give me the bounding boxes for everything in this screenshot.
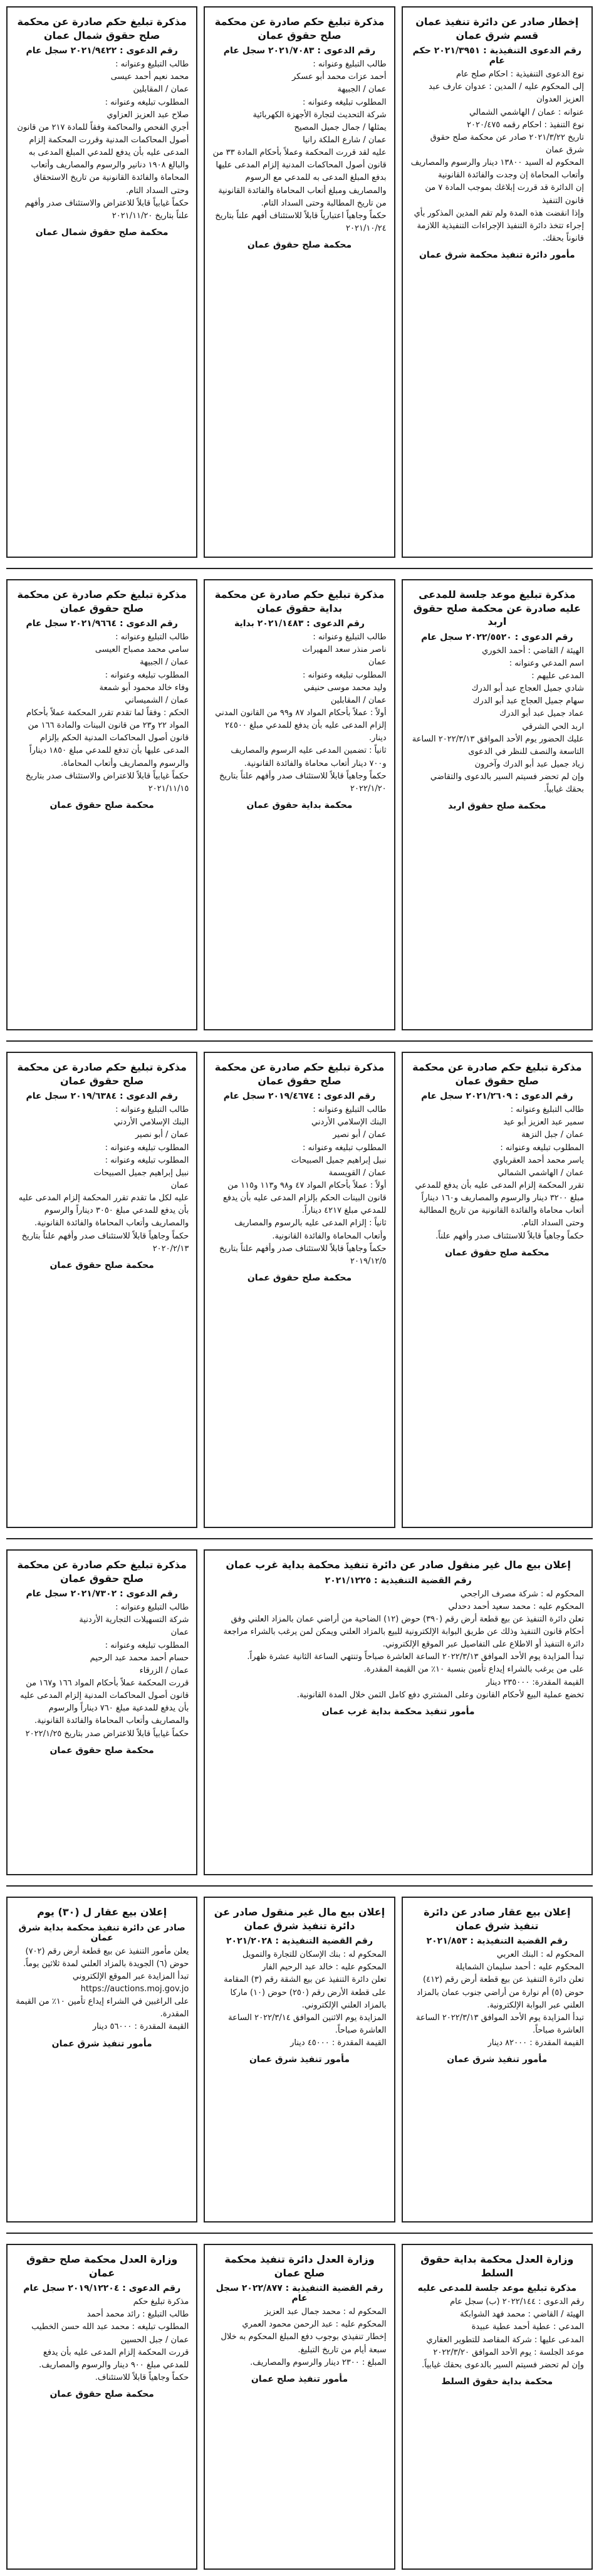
notice-title: مذكرة تبليغ حكم صادرة عن محكمة صلح حقوق عمان (214, 1061, 385, 1087)
notice-footer: محكمة صلح حقوق عمان (247, 240, 352, 251)
notice-title: إعلان بيع عقار ل (٣٠) يوم (37, 1906, 167, 1918)
row-divider (6, 1538, 593, 1539)
notice-ref: رقم الدعوى : ٢٠٢١/٧٣٠٢ سجل عام (26, 1589, 178, 1600)
notice-title: مذكرة تبليغ موعد جلسة للمدعى عليه صادرة عن محكمة صلح حقوق اربد (413, 589, 581, 628)
notice-footer: محكمة صلح حقوق عمان (445, 1247, 550, 1258)
notice-ref: رقم الدعوى : ٢٠٢١/٩٦٦٤ سجل عام (26, 619, 178, 629)
notice-body: طالب التبليغ وعنوانه : ناصر منذر سعد المهيرات عمان المطلوب تبليغه وعنوانه : وليد محمد موسى حنيفي عمان / المقابلين أولاً : عملاً بأحكام المواد ٨٧ و٩٩ من القانون المدني إلزام المدعى عليه بأن يدفع للمدعي مبلغ ٢٤٥٠٠ دينار. ثانياً : تضمين المدعى عليه الرسوم والمصاريف و٧٠٠ دينار أتعاب محاماة والفائدة القانونية. حكماً وجاهياً قابلاً للاستئناف صدر وأفهم علناً بتاريخ ٢٠٢٢/١/٢٠ (215, 632, 387, 793)
notice-body: نوع الدعوى التنفيذية : احكام صلح عام إلى المحكوم عليه / المدين : عدوان عارف عبد العزيز العدوان عنوانه : عمان / الهاشمي الشمالي نوع التنفيذ : احكام رقمه ٢٠٢٠/٤٧٥ تاريخ ٢٠٢١/٣/٢٢ صادر عن محكمة صلح حقوق شرق عمان المحكوم له السيد ١٣٨٠٠ دينار والرسوم والمصاريف وأتعاب المحاماة إن وجدت والفائدة القانونية إن الدائرة قد قررت إبلاغك بموجب المادة ٧ من قانون التنفيذ وإذا انقضت هذه المدة ولم تقم المدين المذكور بأي إجراء تتخذ دائرة التنفيذ الإجراءات التنفيذية اللازمة قانوناً بحقك. (410, 70, 584, 244)
notice-footer: محكمة بداية حقوق عمان (246, 800, 353, 811)
notice-ministry-justice-salt (402, 2244, 593, 2570)
notice-ministry-justice-execution (204, 2244, 395, 2570)
notice-hearing-irbid (402, 579, 593, 1030)
notice-judgment-amman-civil (204, 6, 395, 558)
notice-title: مذكرة تبليغ حكم صادرة عن محكمة صلح حقوق عمان (17, 1061, 187, 1087)
notice-title: وزارة العدل محكمة صلح حقوق عمان (26, 2253, 178, 2279)
notice-property-sale-east-amman-2 (204, 1897, 395, 2223)
notice-body: طالب التبليغ وعنوانه : سمير عبد العزيز أبو عيد عمان / جبل النزهة المطلوب تبليغه وعنوانه : ياسر محمد أحمد العقرباوي عمان / الهاشمي الشمالي تقرر المحكمة إلزام المدعى عليه بأن يدفع للمدعي مبلغ ٣٢٠٠ دينار والرسوم والمصاريف و١٦٠ ديناراً أتعاب محاماة والفائدة القانونية من تاريخ المطالبة وحتى السداد التام. حكماً وجاهياً قابلاً للاستئناف صدر وأفهم علناً. (415, 1105, 584, 1241)
notice-footer: مأمور دائرة تنفيذ محكمة شرق عمان (419, 250, 575, 261)
notice-ref: رقم الدعوى : ٢٠١٩/٤٦٧٤ سجل عام (223, 1091, 376, 1102)
notice-title: مذكرة تبليغ حكم صادرة عن محكمة صلح حقوق عمان (214, 16, 385, 41)
notice-title: إعلان بيع مال غير منقول صادر عن دائرة تنفيذ شرق عمان (214, 1906, 385, 1932)
notice-body: مذكرة تبليغ حكم طالب التبليغ : رائد محمد أحمد المطلوب تبليغه : محمد عبد الله حسن الخطيب عمان / جبل الحسين قررت المحكمة إلزام المدعى عليه بأن يدفع للمدعي مبلغ ٩٠٠ دينار والرسوم والمصاريف. حكماً وجاهياً قابلاً للاستئناف. (31, 2297, 189, 2383)
notice-title: وزارة العدل محكمة بداية حقوق السلط (420, 2253, 574, 2279)
notice-property-sale-west-amman (204, 1549, 593, 1875)
notice-footer: محكمة صلح حقوق عمان (49, 1745, 154, 1756)
notice-judgment-islamic-bank-2 (6, 1052, 197, 1528)
row-divider (6, 2233, 593, 2234)
notice-title: إخطار صادر عن دائرة تنفيذ عمان قسم شرق عمان (415, 16, 579, 41)
notice-footer: محكمة صلح حقوق عمان (49, 2389, 154, 2400)
notice-execution-east-amman (402, 6, 593, 558)
notice-judgment-amman-civil-4 (6, 1549, 197, 1875)
notice-ref: صادر عن دائرة تنفيذ محكمة بداية شرق عمان (18, 1922, 185, 1943)
notice-title: مذكرة تبليغ حكم صادرة عن محكمة بداية حقوق عمان (214, 589, 385, 614)
notice-ref: رقم الدعوى : ٢٠٢١/١٤٨٣ بداية (234, 619, 365, 629)
notice-judgment-amman-civil-3 (402, 1052, 593, 1528)
notice-footer: محكمة صلح حقوق عمان (49, 800, 154, 811)
notice-body: طالب التبليغ وعنوانه : محمد نعيم أحمد عيسى عمان / المقابلين المطلوب تبليغه وعنوانه : صلاح عبد العزيز العزاوي أجري الفحص والمحاكمة وفقاً للمادة ٢١٧ من قانون أصول المحاكمات المدنية وقررت المحكمة إلزام المدعى عليه بأن يدفع للمدعي المبلغ المدعى به والبالغ ١٩٠٨ دنانير والرسوم والمصاريف وأتعاب المحاماة والفائدة القانونية من تاريخ الاستحقاق وحتى السداد التام. حكماً غيابياً قابلاً للاعتراض والاستئناف صدر وأفهم علناً بتاريخ ٢٠٢١/١١/٢٠ (17, 60, 189, 221)
notice-title: مذكرة تبليغ حكم صادرة عن محكمة صلح حقوق عمان (17, 589, 187, 614)
notice-property-sale-30-days (6, 1897, 197, 2223)
notice-footer: محكمة صلح حقوق شمال عمان (35, 228, 169, 238)
notice-ref: رقم القضية التنفيذية : ٢٠٢١/١٢٢٥ (325, 1575, 472, 1586)
notice-title: وزارة العدل دائرة تنفيذ محكمة صلح عمان (224, 2253, 375, 2279)
notice-ref: رقم الدعوى : ٢٠٢١/٧٠٨٣ سجل عام (223, 46, 376, 56)
notice-body: رقم الدعوى : ٢٠٢٢/١٤٤ (ب) سجل عام الهيئة / القاضي : محمد فهد الشوابكة المدعي : عطية أحمد عطية عبيدة المدعى عليها : شركة المقاصد للتطوير العقاري موعد الجلسة : يوم الأحد الموافق ٢٠٢٢/٣/٢٠ وإن لم تحضر فسيتم السير بالدعوى بحقك غيابياً. (422, 2297, 584, 2370)
notice-title: إعلان بيع مال غير منقول صادر عن دائرة تنفيذ محكمة بداية غرب عمان (226, 1559, 571, 1571)
notice-body: المحكوم له : محمد جمال عبد العزيز المحكوم عليه : عبد الرحمن محمود العمري إخطار تنفيذي بوجوب دفع المبلغ المحكوم به خلال سبعة أيام من تاريخ التبليغ. المبلغ : ٢٣٠٠ دينار والرسوم والمصاريف. (221, 2307, 387, 2367)
notice-footer: محكمة صلح حقوق عمان (49, 1260, 154, 1270)
notice-body: طالب التبليغ وعنوانه : البنك الإسلامي الأردني عمان / أبو نصير المطلوب تبليغه وعنوانه : نبيل إبراهيم جميل الصبيحات عمان / القويسمة أولاً : عملاً بأحكام المواد ٤٧ و٩٨ و١١٣ و١١٥ من قانون البينات الحكم بإلزام المدعى عليه بأن يدفع للمدعي مبلغ ٤٢١٧ ديناراً. ثانياً : إلزام المدعى عليه بالرسوم والمصاريف وأتعاب المحاماة والفائدة القانونية. حكماً وجاهياً قابلاً للاستئناف صدر وأفهم علناً بتاريخ ٢٠١٩/١٢/٥ (219, 1105, 387, 1266)
notice-footer: مأمور تنفيذ شرق عمان (51, 2038, 152, 2049)
notice-ref: رقم الدعوى : ٢٠١٩/١٢٢٠٤ سجل عام (23, 2283, 181, 2294)
notice-ref: مذكرة تبليغ موعد جلسة للمدعى عليه (417, 2283, 577, 2294)
notice-footer: مأمور تنفيذ شرق عمان (249, 2055, 350, 2065)
row-divider (6, 1885, 593, 1887)
notice-body: طالب التبليغ وعنوانه : البنك الإسلامي الأردني عمان / أبو نصير المطلوب تبليغه وعنوانه : المطلوب تبليغه وعنوانه : نبيل إبراهيم جميل الصبيحات عمان عليه لكل ما تقدم تقرر المحكمة إلزام المدعى عليه بأن يدفع للمدعي مبلغ ٣٠٥٠ ديناراً والرسوم والمصاريف وأتعاب المحاماة والفائدة القانونية. حكماً وجاهياً قابلاً للاستئناف صدر وأفهم علناً بتاريخ ٢٠٢٠/٢/١٣ (18, 1105, 189, 1254)
notice-ministry-justice-amman-civil (6, 2244, 197, 2570)
notice-ref: رقم الدعوى : ٢٠٢١/٩٤٢٢ سجل عام (26, 46, 178, 56)
notice-footer: محكمة صلح حقوق عمان (247, 1273, 352, 1284)
row-divider (6, 568, 593, 569)
notice-ref: رقم الدعوى : ٢٠١٩/٦٣٨٤ سجل عام (26, 1091, 178, 1102)
notice-body: طالب التبليغ وعنوانه : أحمد عزات محمد أبو عسكر عمان / الجبيهة المطلوب تبليغه وعنوانه : شركة التحديث لتجارة الأجهزة الكهربائية يمثلها / جمال جميل المصيح عمان / شارع الملكة رانيا عليه لقد قررت المحكمة وعملاً بأحكام المادة ٣٣ من قانون أصول المحاكمات المدنية إلزام المدعى عليها بدفع المبلغ المدعى به للمدعي مع الرسوم والمصاريف ومبلغ أتعاب المحاماة والفائدة القانونية من تاريخ المطالبة وحتى السداد التام. حكماً وجاهياً اعتبارياً قابلاً للاستئناف أفهم علناً بتاريخ ٢٠٢١/١٠/٢٤ (212, 60, 387, 234)
notice-ref: رقم القضية التنفيذية : ٢٠٢١/٨٥٣ (426, 1936, 568, 1947)
notice-ref: رقم القضية التنفيذية : ٢٠٢١/٢٠٢٨ (226, 1936, 373, 1947)
notice-judgment-amman-civil-2 (6, 579, 197, 1030)
notice-body: طالب التبليغ وعنوانه : شركة التسهيلات التجارية الأردنية عمان المطلوب تبليغه وعنوانه : حسام أحمد محمد عبد الرحيم عمان / الزرقاء قررت المحكمة عملاً بأحكام المواد ١٦٦ و١٦٧ من قانون أصول المحاكمات المدنية إلزام المدعى عليه بأن يدفع للمدعية مبلغ ٧٦٠ ديناراً والرسوم والمصاريف وأتعاب المحاماة والفائدة القانونية. حكماً غيابياً قابلاً للاعتراض صدر بتاريخ ٢٠٢٢/١/٢٥ (20, 1603, 189, 1739)
notice-title: مذكرة تبليغ حكم صادرة عن محكمة صلح حقوق شمال عمان (17, 16, 187, 41)
notice-footer: محكمة بداية حقوق السلط (441, 2377, 553, 2387)
notice-property-sale-east-amman-1 (402, 1897, 593, 2223)
notice-judgment-north-amman (6, 6, 197, 558)
notice-judgment-amman-first-instance (204, 579, 395, 1030)
notice-body: المحكوم له : بنك الإسكان للتجارة والتمويل المحكوم عليه : خالد عبد الرحيم الفار تعلن دائرة التنفيذ عن بيع الشقة رقم (٣) المقامة على قطعة الأرض رقم (٢٥٠) حوض (١٠) ماركا بالمزاد العلني الإلكتروني. المزايدة يوم الاثنين الموافق ٢٠٢٢/٣/١٤ الساعة العاشرة صباحاً. القيمة المقدرة : ٤٥٠٠٠ دينار (224, 1950, 387, 2048)
row-divider (6, 1040, 593, 1042)
notice-footer: مأمور تنفيذ شرق عمان (447, 2055, 548, 2065)
notice-title: إعلان بيع عقار صادر عن دائرة تنفيذ شرق عمان (424, 1906, 571, 1932)
notice-ref: رقم القضية التنفيذية : ٢٠٢٢/٨٧٧ سجل عام (216, 2283, 383, 2304)
notice-body: المحكوم له : شركة مصرف الراجحي المحكوم عليه : محمد سعيد أحمد دحدلي تعلن دائرة التنفيذ عن بيع قطعة أرض رقم (٣٩٠) حوض (١٢) الضاحية من أراضي عمان بالمزاد العلني وفق أحكام قانون التنفيذ وذلك عن طريق البوابة الإلكترونية للبيع بالمزاد العلني ويمكن لمن يرغب بالشراء مراجعة دائرة التنفيذ أو الاطلاع على التفاصيل عبر الموقع الإلكتروني. تبدأ المزايدة يوم الأحد الموافق ٢٠٢٢/٣/١٣ الساعة العاشرة صباحاً وتنتهي الساعة الثانية عشرة ظهراً. على من يرغب بالشراء إيداع تأمين بنسبة ١٠٪ من القيمة المقدرة. القيمة المقدرة: ٢٣٥٠٠٠ دينار تخضع عملية البيع لأحكام القانون وعلى المشتري دفع كامل الثمن خلال المدة القانونية. (223, 1589, 584, 1700)
notice-footer: مأمور تنفيذ محكمة بداية غرب عمان (321, 1706, 475, 1717)
notice-body: الهيئة / القاضي : أحمد الخوري اسم المدعي وعنوانه : المدعى عليهم : شادي جميل العجاج عبد أبو الدرك سهام جميل العجاج عبد أبو الدرك عماد جميل عبد أبو الدرك اربد الحي الشرقي عليك الحضور يوم الأحد الموافق ٢٠٢٢/٣/١٣ الساعة التاسعة والنصف للنظر في الدعوى زياد جميل عبد أبو الدرك وآخرون وإن لم تحضر فسيتم السير بالدعوى والتقاضي بحقك غيابياً. (412, 646, 584, 795)
notice-judgment-islamic-bank-1 (204, 1052, 395, 1528)
notice-ref: رقم الدعوى التنفيذية : ٢٠٢١/٣٩٥١ حكم عام (412, 46, 581, 66)
notice-ref: رقم الدعوى : ٢٠٢٢/٥٥٢٠ سجل عام (421, 632, 573, 642)
notice-ref: رقم الدعوى : ٢٠٢١/٢٦٠٩ سجل عام (421, 1091, 573, 1102)
notice-body: المحكوم له : البنك العربي المحكوم عليه : أحمد سليمان الشمايلة تعلن دائرة التنفيذ عن بيع قطعة أرض رقم (٤١٢) حوض (٥) أم نوارة من أراضي جنوب عمان بالمزاد العلني عبر البوابة الإلكترونية. تبدأ المزايدة يوم الأحد الموافق ٢٠٢٢/٣/١٣ الساعة العاشرة صباحاً. القيمة المقدرة : ٨٢٠٠٠ دينار (415, 1950, 584, 2048)
notice-footer: محكمة صلح حقوق اربد (448, 801, 546, 812)
notice-body: طالب التبليغ وعنوانه : سامي محمد مصباح العيسى عمان / الجبيهة المطلوب تبليغه وعنوانه : وفاء خالد محمود أبو شمعة عمان / الشميساني الحكم : وفقاً لما تقدم تقرر المحكمة عملاً بأحكام المواد ٢٢ و٢٣ من قانون البينات والمادة ١٦٦ من قانون أصول المحاكمات المدنية الحكم بإلزام المدعى عليها بأن تدفع للمدعي مبلغ ١٨٥٠ ديناراً والرسوم والمصاريف وأتعاب المحاماة. حكماً غيابياً قابلاً للاعتراض والاستئناف صدر بتاريخ ٢٠٢١/١١/١٥ (25, 632, 189, 793)
notice-footer: مأمور تنفيذ صلح عمان (251, 2374, 348, 2384)
notice-title: مذكرة تبليغ حكم صادرة عن محكمة صلح حقوق عمان (17, 1559, 187, 1584)
notice-title: مذكرة تبليغ حكم صادرة عن محكمة صلح حقوق عمان (412, 1061, 582, 1087)
notice-body: يعلن مأمور التنفيذ عن بيع قطعة أرض رقم (٧٠٢) حوض (٦) الجويدة بالمزاد العلني لمدة ثلاثين يوماً. تبدأ المزايدة عبر الموقع الإلكتروني https://auctions.moj.gov.jo على الراغبين في الشراء إيداع تأمين ١٠٪ من القيمة المقدرة. القيمة المقدرة : ٥٦٠٠٠ دينار (16, 1946, 189, 2032)
